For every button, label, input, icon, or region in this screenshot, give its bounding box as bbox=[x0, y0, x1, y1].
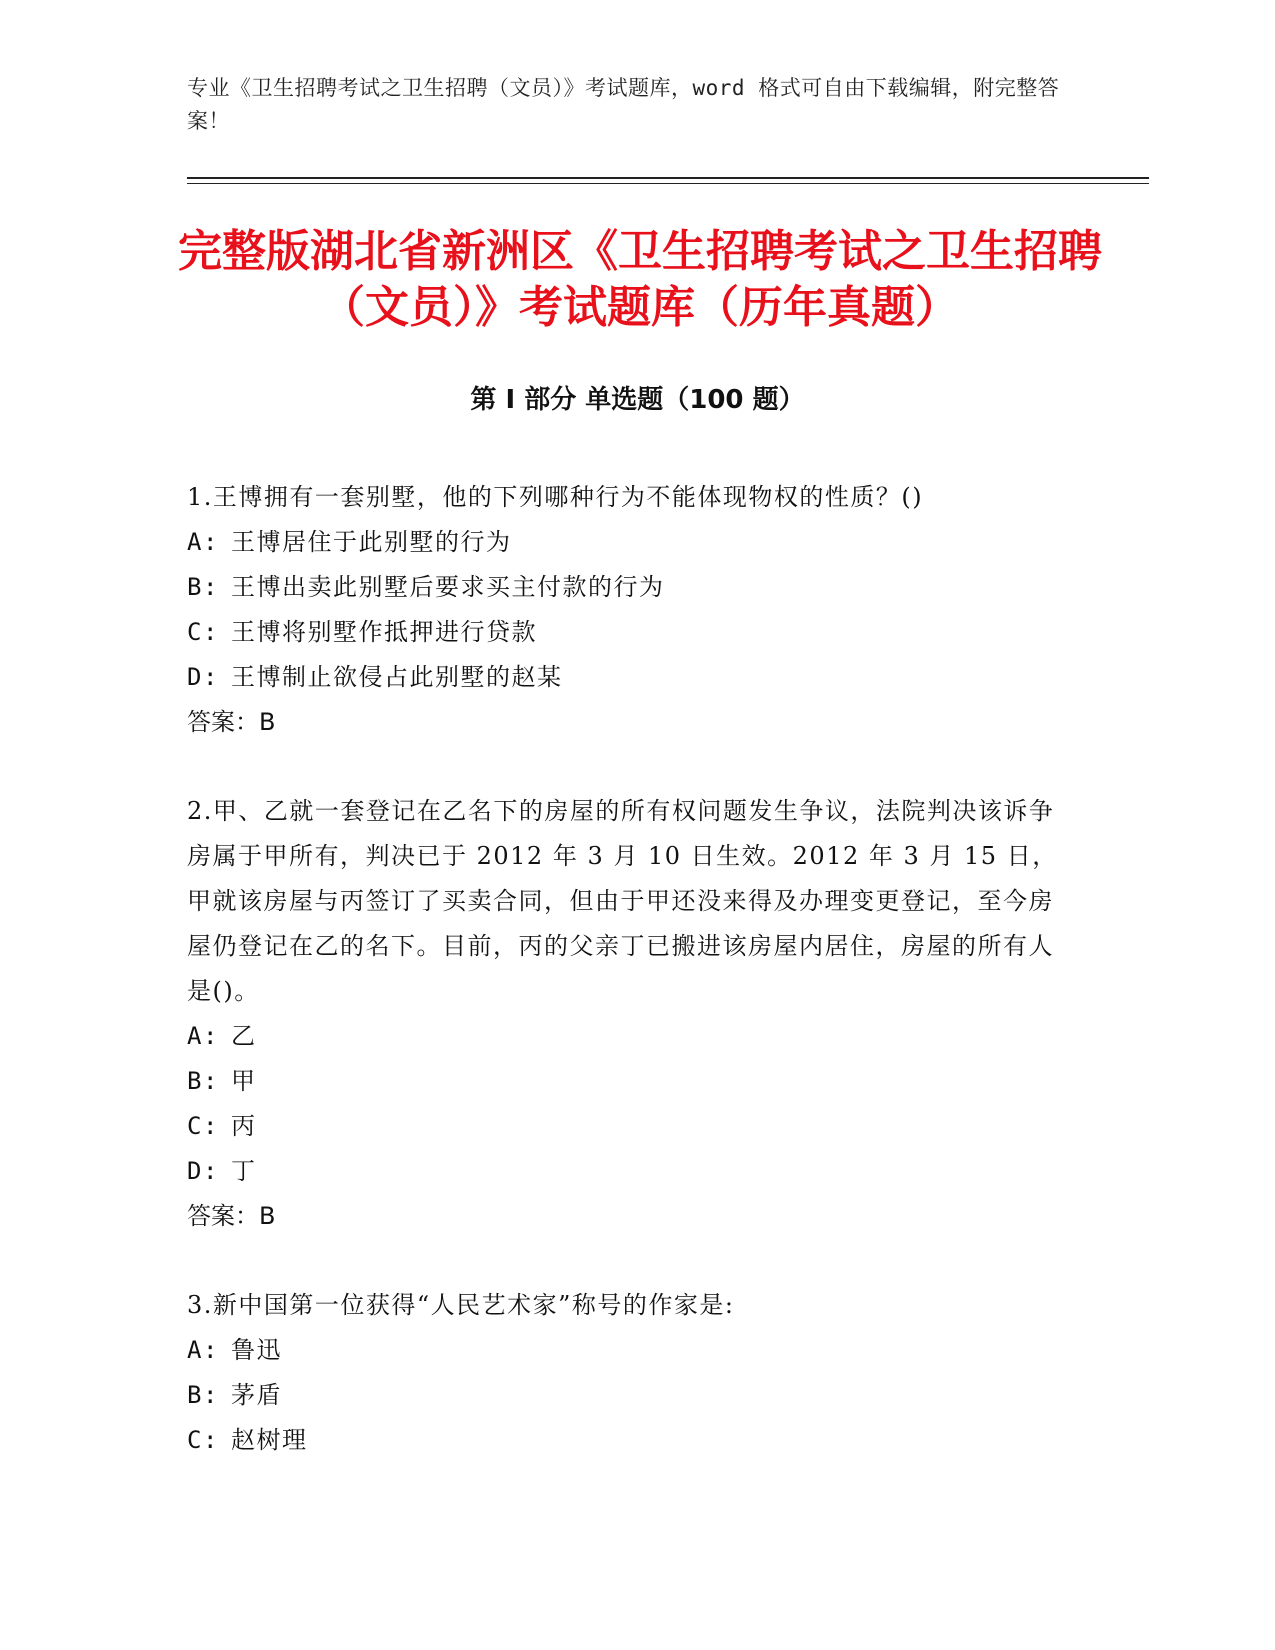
option-text: 王博出卖此别墅后要求买主付款的行为 bbox=[231, 573, 665, 601]
option-key: C: bbox=[187, 1112, 219, 1140]
option-key: A: bbox=[187, 1022, 219, 1050]
option-text: 王博居住于此别墅的行为 bbox=[231, 528, 512, 556]
section-title: 第 I 部分 单选题（100 题） bbox=[470, 385, 805, 415]
header-note: 专业《卫生招聘考试之卫生招聘（文员）》考试题库，word 格式可自由下载编辑，附完整答案！ bbox=[187, 76, 1060, 133]
option-key: D: bbox=[187, 663, 219, 691]
document-title: 完整版湖北省新洲区《卫生招聘考试之卫生招聘（文员）》考试题库（历年真题） bbox=[178, 226, 1102, 333]
option-a bbox=[187, 520, 1067, 565]
option-text: 赵树理 bbox=[231, 1426, 308, 1454]
question-stem: 1.王博拥有一套别墅，他的下列哪种行为不能体现物权的性质？() bbox=[187, 483, 924, 511]
option-text: 茅盾 bbox=[231, 1381, 282, 1409]
option-text: 王博制止欲侵占此别墅的赵某 bbox=[231, 663, 563, 691]
option-key: C: bbox=[187, 1426, 219, 1454]
option-text: 鲁迅 bbox=[231, 1336, 282, 1364]
answer-line: 答案：B bbox=[187, 708, 276, 736]
question-2 bbox=[187, 789, 1067, 1239]
question-1 bbox=[187, 475, 1067, 745]
option-text: 甲 bbox=[231, 1067, 257, 1095]
option-key: B: bbox=[187, 1381, 219, 1409]
option-text: 丙 bbox=[231, 1112, 257, 1140]
option-d bbox=[187, 655, 1067, 700]
option-c bbox=[187, 1104, 1067, 1149]
question-3 bbox=[187, 1283, 1067, 1463]
option-text: 王博将别墅作抵押进行贷款 bbox=[231, 618, 537, 646]
option-d bbox=[187, 1149, 1067, 1194]
option-b bbox=[187, 1059, 1067, 1104]
header-rule-thin bbox=[187, 183, 1149, 184]
option-a bbox=[187, 1014, 1067, 1059]
option-c bbox=[187, 1418, 1067, 1463]
option-a bbox=[187, 1328, 1067, 1373]
option-c bbox=[187, 610, 1067, 655]
option-key: D: bbox=[187, 1157, 219, 1185]
option-key: B: bbox=[187, 573, 219, 601]
option-text: 乙 bbox=[231, 1022, 257, 1050]
option-key: A: bbox=[187, 528, 219, 556]
question-list bbox=[187, 475, 1067, 1507]
answer-line: 答案：B bbox=[187, 1202, 276, 1230]
option-text: 丁 bbox=[231, 1157, 257, 1185]
header-rule-thick bbox=[187, 177, 1149, 179]
option-b bbox=[187, 1373, 1067, 1418]
question-stem: 3.新中国第一位获得“人民艺术家”称号的作家是: bbox=[187, 1291, 735, 1319]
question-stem: 2.甲、乙就一套登记在乙名下的房屋的所有权问题发生争议，法院判决该诉争房属于甲所有，判决已于 2012 年 3 月 10 日生效。2012 年 3 月 15 日，甲就该房屋与丙签订了买卖合同，但由于甲还没来得及办理变更登记，至今房屋仍登记在乙的名下。目前，丙的父亲丁已搬进该房屋内居住，房屋的所有人是()。 bbox=[187, 797, 1058, 1005]
option-key: A: bbox=[187, 1336, 219, 1364]
option-b bbox=[187, 565, 1067, 610]
option-key: C: bbox=[187, 618, 219, 646]
option-key: B: bbox=[187, 1067, 219, 1095]
